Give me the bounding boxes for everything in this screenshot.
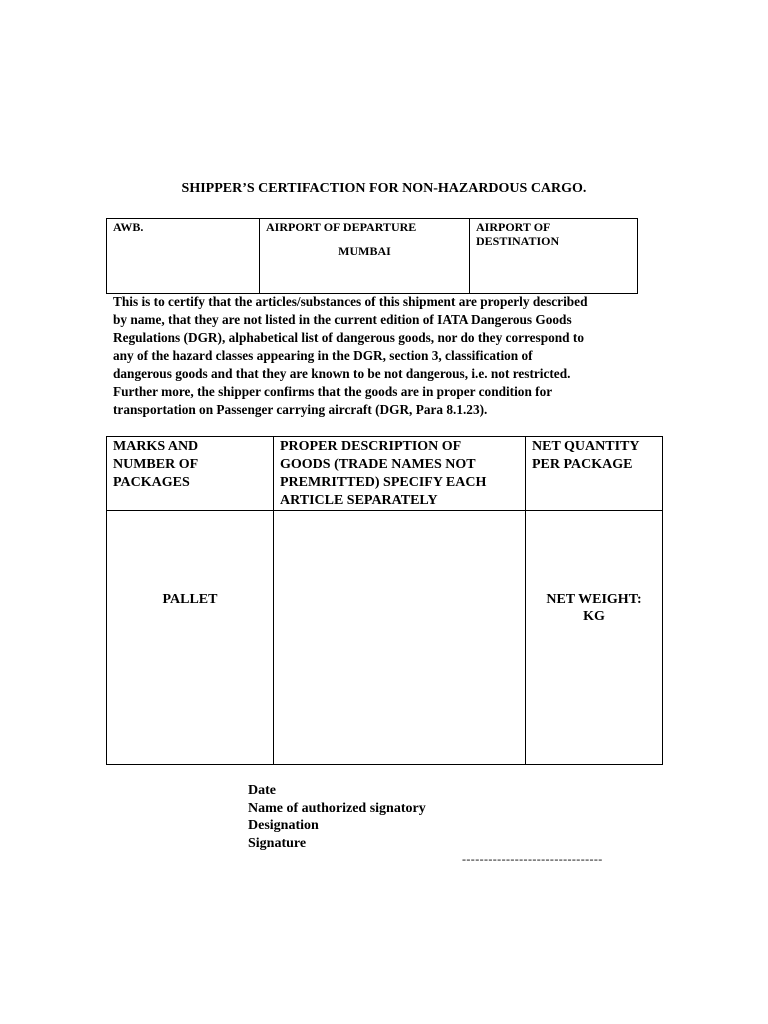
signature-block [248, 782, 426, 852]
description-value-cell [274, 511, 526, 765]
designation-label: Designation [248, 818, 319, 834]
date-label: Date [248, 783, 276, 798]
departure-cell [260, 219, 470, 294]
destination-label-line2: DESTINATION [476, 234, 560, 248]
net-weight-unit: KG [583, 609, 605, 624]
description-header-line: PREMRITTED) SPECIFY EACH [280, 475, 487, 490]
description-header-line: ARTICLE SEPARATELY [280, 493, 438, 508]
goods-table [106, 436, 663, 765]
destination-cell [470, 219, 638, 294]
goods-table-row [107, 511, 663, 765]
awb-cell [107, 219, 260, 294]
awb-label: AWB. [113, 220, 144, 234]
description-header-line: PROPER DESCRIPTION OF [280, 439, 462, 454]
certification-paragraph [113, 293, 658, 419]
cert-line: any of the hazard classes appearing in the DGR, section 3, classification of [113, 348, 533, 363]
signatory-name-label: Name of authorized signatory [248, 800, 426, 816]
quantity-value-cell [526, 511, 663, 765]
marks-value: PALLET [162, 592, 218, 607]
departure-value: MUMBAI [338, 244, 391, 258]
description-header-cell [274, 437, 526, 511]
cert-line: Further more, the shipper confirms that the goods are in proper condition for [113, 384, 553, 399]
description-header-line: GOODS (TRADE NAMES NOT [280, 457, 476, 472]
cert-line: transportation on Passenger carrying aircraft (DGR, Para 8.1.23). [113, 402, 488, 417]
marks-header-line: MARKS AND [113, 439, 199, 454]
shipment-info-table [106, 218, 638, 294]
goods-table-header-row [107, 437, 663, 511]
marks-header-line: NUMBER OF [113, 457, 199, 472]
cert-line: dangerous goods and that they are known to be not dangerous, i.e. not restricted. [113, 366, 571, 381]
cert-line: by name, that they are not listed in the current edition of IATA Dangerous Goods [113, 312, 572, 327]
quantity-header-cell [526, 437, 663, 511]
marks-value-cell [107, 511, 274, 765]
marks-header-line: PACKAGES [113, 475, 190, 490]
quantity-header-line: PER PACKAGE [532, 457, 633, 472]
document-title: SHIPPER’S CERTIFACTION FOR NON-HAZARDOUS CARGO. [181, 181, 587, 196]
destination-label-line1: AIRPORT OF [476, 220, 551, 234]
signature-line: -------------------------------- [462, 852, 603, 866]
marks-header-cell [107, 437, 274, 511]
net-weight-label: NET WEIGHT: [546, 592, 642, 607]
departure-label: AIRPORT OF DEPARTURE [266, 220, 417, 234]
cert-line: This is to certify that the articles/substances of this shipment are properly described [113, 294, 588, 309]
signature-label: Signature [248, 835, 307, 851]
quantity-header-line: NET QUANTITY [532, 439, 640, 454]
cert-line: Regulations (DGR), alphabetical list of dangerous goods, nor do they correspond to [113, 330, 584, 345]
